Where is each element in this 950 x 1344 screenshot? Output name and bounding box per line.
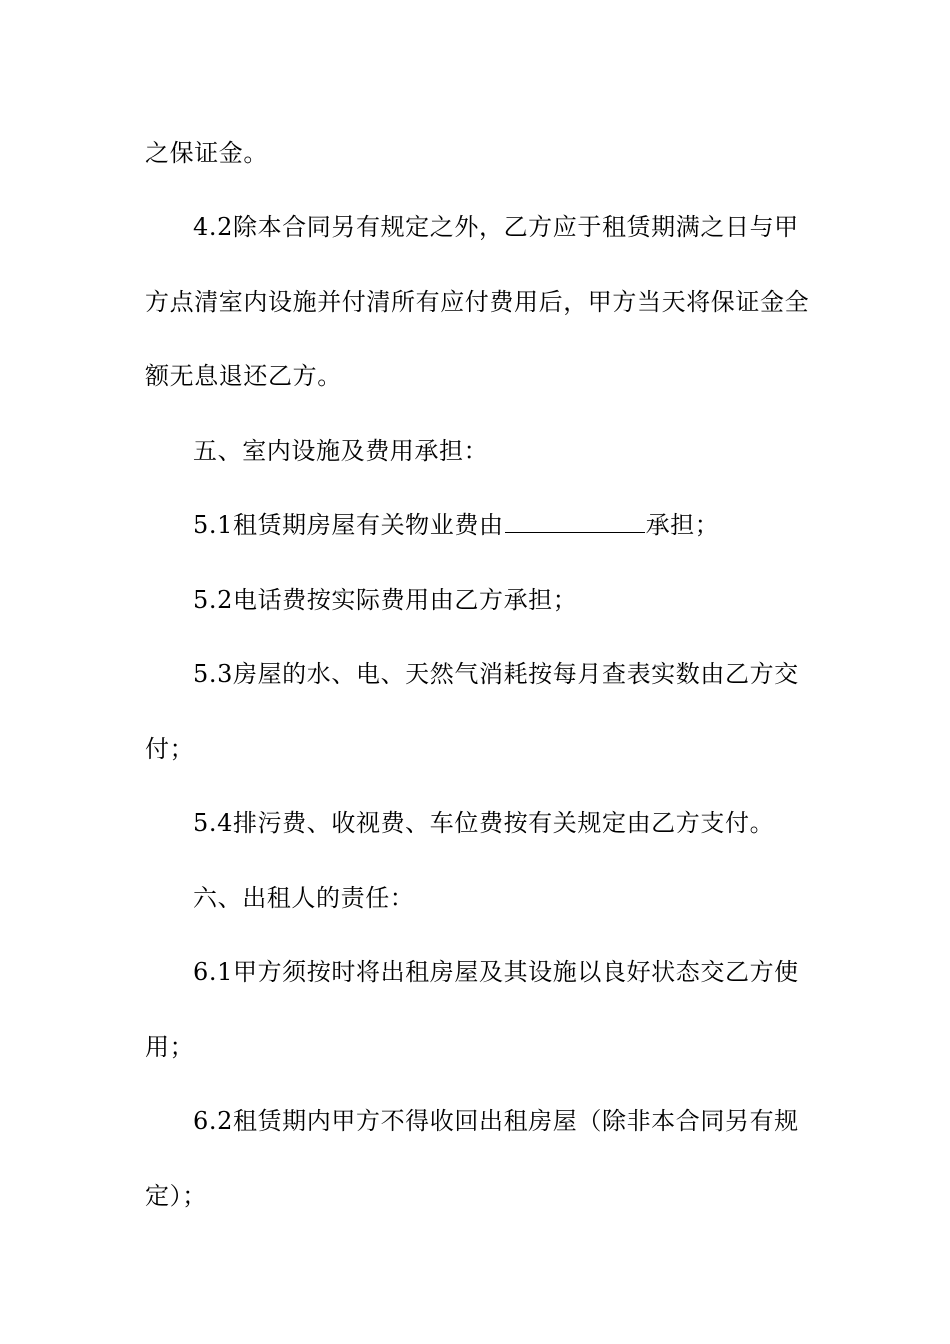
clause-4-2-line-2: 方点清室内设施并付清所有应付费用后，甲方当天将保证金全 (145, 288, 810, 316)
clause-6-2-line-2: 定）； (145, 1182, 207, 1210)
clause-4-2-line-3: 额无息退还乙方。 (145, 362, 342, 390)
clause-4-2-line-1: 4.2除本合同另有规定之外，乙方应于租赁期满之日与甲 (193, 213, 799, 241)
paragraph-line: 之保证金。 (145, 139, 268, 167)
clause-5-1-suffix: 承担； (645, 511, 720, 539)
section-5-heading: 五、室内设施及费用承担： (193, 437, 489, 465)
clause-6-1-line-1: 6.1甲方须按时将出租房屋及其设施以良好状态交乙方使 (193, 958, 799, 986)
section-6-heading: 六、出租人的责任： (193, 884, 415, 912)
clause-5-1-line (193, 510, 719, 540)
clause-5-2-line: 5.2电话费按实际费用由乙方承担； (193, 586, 578, 614)
fill-in-blank (505, 510, 645, 533)
clause-5-3-line-2: 付； (145, 735, 195, 763)
clause-6-2-line-1: 6.2租赁期内甲方不得收回出租房屋（除非本合同另有规 (193, 1107, 799, 1135)
clause-6-1-line-2: 用； (145, 1033, 195, 1061)
clause-5-3-line-1: 5.3房屋的水、电、天然气消耗按每月查表实数由乙方交 (193, 660, 799, 688)
clause-5-1-text: 5.1租赁期房屋有关物业费由 (193, 511, 504, 539)
clause-5-4-line: 5.4排污费、收视费、车位费按有关规定由乙方支付。 (193, 809, 775, 837)
